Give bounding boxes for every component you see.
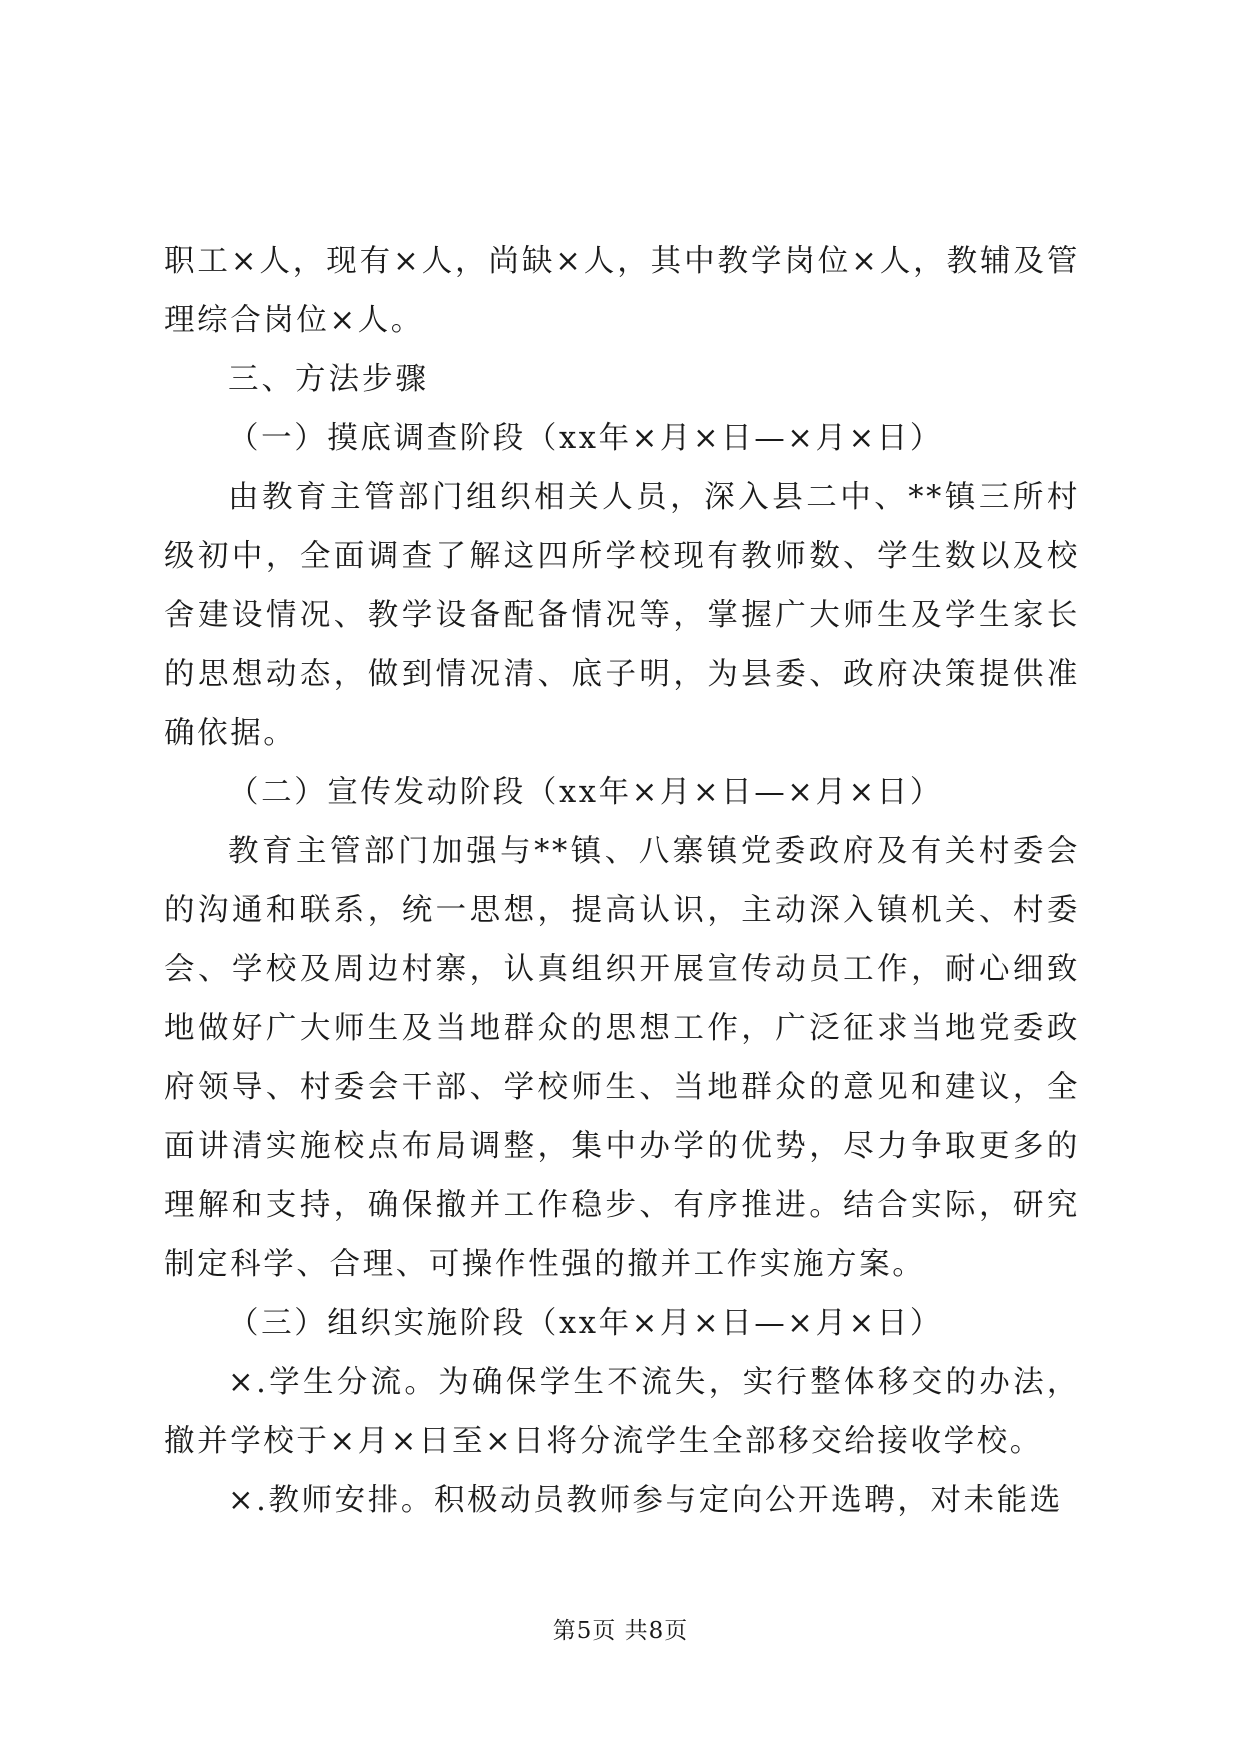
subheading-implementation-stage: （三）组织实施阶段（xx年×月×日—×月×日） [228,1306,943,1341]
document-body [164,232,1080,1530]
subheading-survey-stage: （一）摸底调查阶段（xx年×月×日—×月×日） [228,421,943,456]
paragraph-survey-stage: 由教育主管部门组织相关人员，深入县二中、**镇三所村级初中，全面调查了解这四所学校现有教师数、学生数以及校舍建设情况、教学设备配备情况等，掌握广大师生及学生家长的思想动态，做到情况清、底子明，为县委、政府决策提供准确依据。 [164,480,1080,751]
paragraph-publicity-stage: 教育主管部门加强与**镇、八寨镇党委政府及有关村委会的沟通和联系，统一思想，提高认识，主动深入镇机关、村委会、学校及周边村寨，认真组织开展宣传动员工作，耐心细致地做好广大师生及当地群众的思想工作，广泛征求当地党委政府领导、村委会干部、学校师生、当地群众的意见和建议，全面讲清实施校点布局调整，集中办学的优势，尽力争取更多的理解和支持，确保撤并工作稳步、有序推进。结合实际，研究制定科学、合理、可操作性强的撤并工作实施方案。 [164,834,1080,1282]
subheading-publicity-stage: （二）宣传发动阶段（xx年×月×日—×月×日） [228,775,943,810]
paragraph-teacher-arrangement: ×.教师安排。积极动员教师参与定向公开选聘，对未能选 [228,1483,1063,1518]
paragraph-staff-count: 职工×人，现有×人，尚缺×人，其中教学岗位×人，教辅及管理综合岗位×人。 [164,244,1080,338]
page-number-footer: 第5页 共8页 [552,1618,689,1644]
paragraph-student-transfer: ×.学生分流。为确保学生不流失，实行整体移交的办法，撤并学校于×月×日至×日将分流学生全部移交给接收学校。 [164,1365,1080,1459]
section-heading-methods: 三、方法步骤 [228,362,429,397]
